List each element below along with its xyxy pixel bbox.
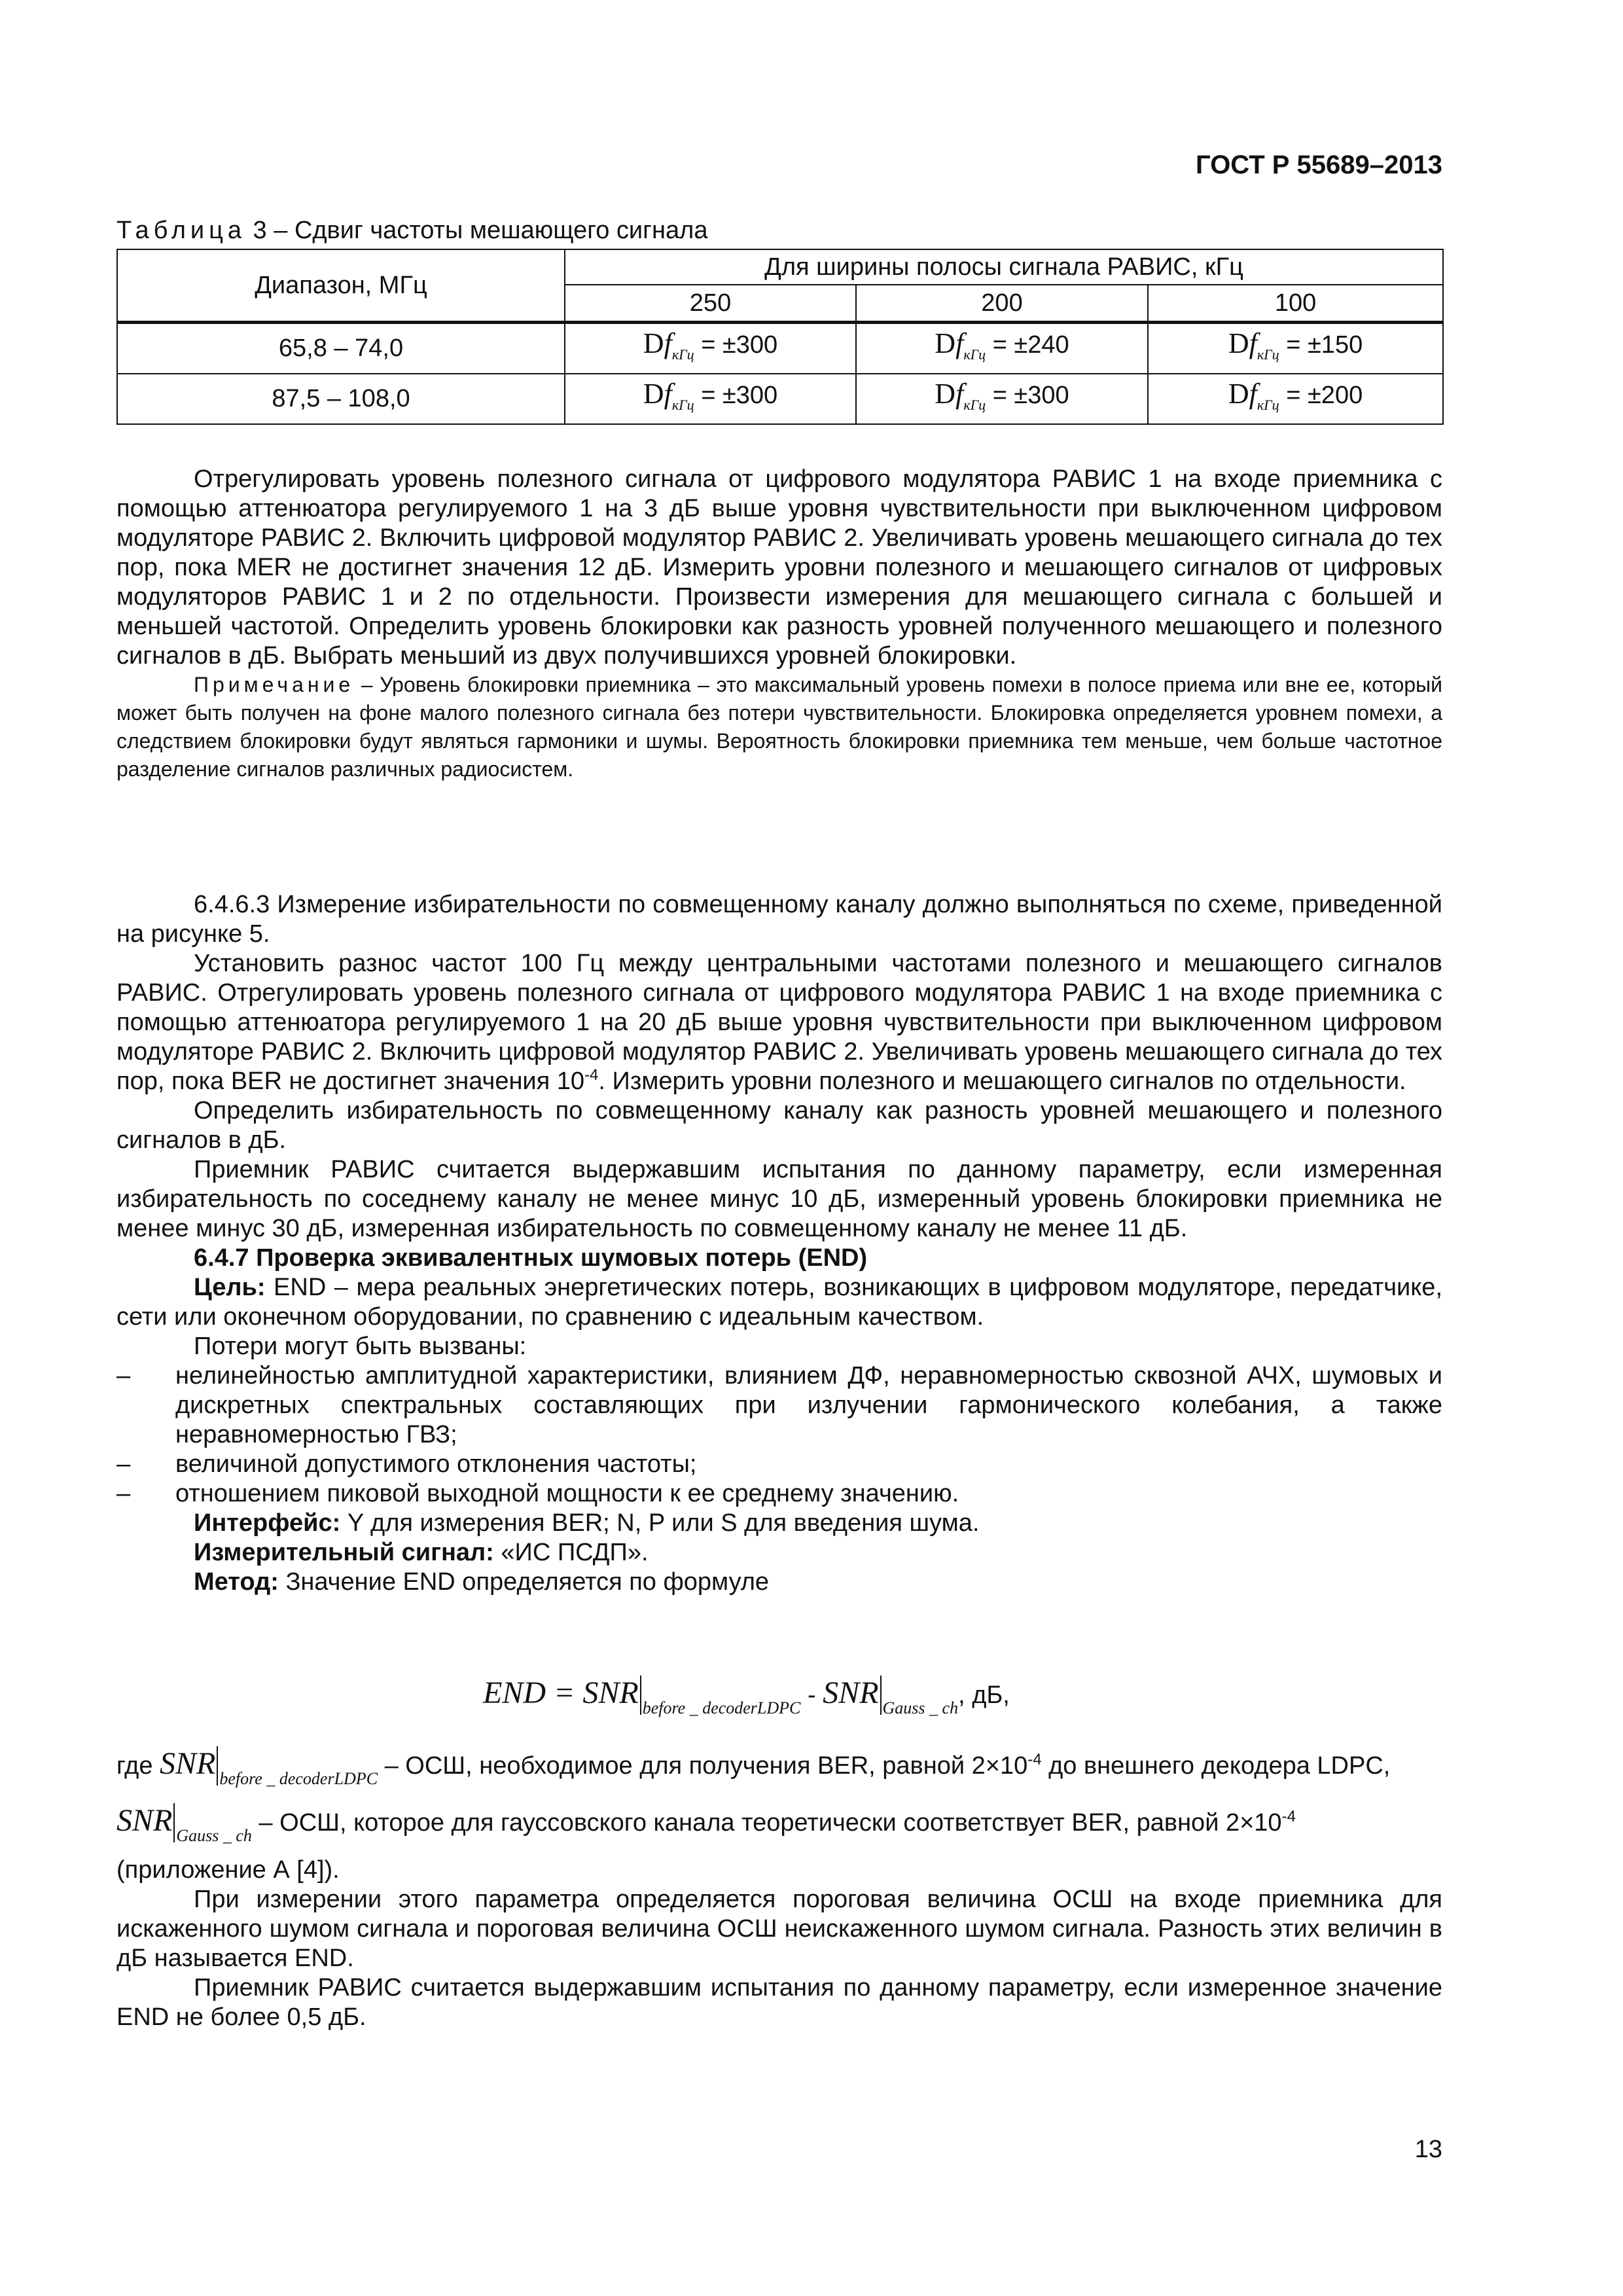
end-formula: END = SNR $_{before \_ decoderLDPC}$ - SNR $_{Gauss \_ ch}$, дБ, xyxy=(483,1676,1010,1717)
shift-cell: $Df_{кГц} = \pm 300$ xyxy=(565,374,856,424)
method-paragraph: Метод: Значение END определяется по формуле xyxy=(194,1568,770,1596)
note: Примечание – Уровень блокировки приемника – это максимальный уровень помехи в полосе приема или вне ее, который может быть получен на фоне малого полезного сигнала без потери чувствительности. Блокировка определяется уровнем помехи, а следствием блокировки будут являться гармоники и шумы. Вероятность блокировки приемника тем меньше, чем больше частотное разделение сигналов различных радиосистем. xyxy=(116,673,1442,781)
interface-paragraph: Интерфейс: Y для измерения BER; N, P или S для введения шума. xyxy=(194,1509,980,1537)
header-bandwidth-100: 100 xyxy=(1148,285,1443,323)
formula-definitions xyxy=(116,1744,1442,2032)
paragraph: Приемник РАВИС считается выдержавшим испытания по данному параметру, если измеренное значение END не более 0,5 дБ. xyxy=(116,1974,1442,2031)
standard-code: ГОСТ Р 55689–2013 xyxy=(1196,151,1442,179)
shift-cell: $Df_{кГц} = \pm 240$ xyxy=(856,323,1148,374)
definition-snr-gauss: SNR $_{Gauss \_ ch}$ – ОСШ, которое для гауссовского канала теоретически соответствует BER, равной $2\times 10^{-4}$ xyxy=(116,1803,1296,1845)
signal-paragraph: Измерительный сигнал: «ИС ПСДП». xyxy=(194,1539,649,1566)
co-channel-section xyxy=(116,890,1442,1597)
section-heading: 6.4.7 Проверка эквивалентных шумовых потерь (END) xyxy=(194,1244,868,1272)
paragraph: Потери могут быть вызваны: xyxy=(194,1333,527,1360)
shift-cell: $Df_{кГц} = \pm 300$ xyxy=(565,323,856,374)
header-bandwidth-group: Для ширины полосы сигнала РАВИС, кГц xyxy=(565,249,1443,285)
frequency-shift-table xyxy=(116,249,1444,425)
table-row xyxy=(117,374,1443,424)
list-item: – отношением пиковой выходной мощности к ее среднему значению. xyxy=(116,1480,959,1507)
blocking-section xyxy=(116,465,1442,783)
paragraph: Отрегулировать уровень полезного сигнала от цифрового модулятора РАВИС 1 на входе приемника с помощью аттенюатора регулируемого 1 на 3 дБ выше уровня чувствительности при выключенном цифровом модуляторе РАВИС 2. Включить цифровой модулятор РАВИС 2. Увеличивать уровень мешающего сигнала до тех пор, пока MER не достигнет значения 12 дБ. Измерить уровни полезного и мешающего сигналов от цифровых модуляторов РАВИС 1 и 2 по отдельности. Произвести измерения для мешающего сигнала с большей и меньшей частотой. Определить уровень блокировки как разность уровней полученного мешающего и полезного сигналов в дБ. Выбрать меньший из двух получившихся уровней блокировки. xyxy=(116,465,1442,670)
paragraph: Определить избирательность по совмещенному каналу как разность уровней мешающего и полезного сигналов в дБ. xyxy=(116,1097,1442,1154)
header-bandwidth-250: 250 xyxy=(565,285,856,323)
table-caption xyxy=(116,216,707,245)
paragraph: Установить разнос частот 100 Гц между центральными частотами полезного и мешающего сигналов РАВИС. Отрегулировать уровень полезного сигнала от цифрового модулятора РАВИС 1 на входе приемника с помощью аттенюатора регулируемого 1 на 20 дБ выше уровня чувствительности при выключенном цифровом модуляторе РАВИС 2. Включить цифровой модулятор РАВИС 2. Увеличивать уровень мешающего сигнала до тех пор, пока BER не достигнет значения $10^{-4}$. Измерить уровни полезного и мешающего сигналов по отдельности. xyxy=(116,950,1442,1095)
paragraph: 6.4.6.3 Измерение избирательности по совмещенному каналу должно выполняться по схеме, приведенной на рисунке 5. xyxy=(116,891,1442,948)
definition-reference: (приложение А [4]). xyxy=(116,1856,340,1884)
definition-snr-before: где SNR $_{before \_ decoderLDPC}$ – ОСШ, необходимое для получения BER, равной $2\times 10^{-4}$ до внешнего декодера LDPC, xyxy=(116,1746,1391,1788)
goal-paragraph: Цель: END – мера реальных энергетических потерь, возникающих в цифровом модуляторе, передатчике, сети или оконечном оборудовании, по сравнению с идеальным качеством. xyxy=(116,1274,1442,1331)
range-cell: 65,8 – 74,0 xyxy=(117,323,565,374)
header-bandwidth-200: 200 xyxy=(856,285,1148,323)
page-number: 13 xyxy=(1414,2136,1442,2163)
table-caption-label: Таблица xyxy=(116,217,246,244)
list-item: – величиной допустимого отклонения частоты; xyxy=(116,1450,697,1478)
shift-cell: $Df_{кГц} = \pm 200$ xyxy=(1148,374,1443,424)
range-cell: 87,5 – 108,0 xyxy=(117,374,565,424)
list-item: – нелинейностью амплитудной характеристики, влиянием ДФ, неравномерностью сквозной АЧХ, шумовых и дискретных спектральных составляющих при излучении гармонического колебания, а также неравномерностью ГВЗ; xyxy=(116,1362,1442,1448)
shift-cell: $Df_{кГц} = \pm 300$ xyxy=(856,374,1148,424)
paragraph: Приемник РАВИС считается выдержавшим испытания по данному параметру, если измеренная избирательность по соседнему каналу не менее минус 10 дБ, измеренный уровень блокировки приемника не менее минус 30 дБ, измеренная избирательность по совмещенному каналу не менее 11 дБ. xyxy=(116,1156,1442,1242)
header-range: Диапазон, МГц xyxy=(117,249,565,323)
paragraph: При измерении этого параметра определяется пороговая величина ОСШ на входе приемника для искаженного шумом сигнала и пороговая величина ОСШ неискаженного шумом сигнала. Разность этих величин в дБ называется END. xyxy=(116,1886,1442,1972)
shift-cell: $Df_{кГц} = \pm 150$ xyxy=(1148,323,1443,374)
table-row xyxy=(117,323,1443,374)
table-caption-text: 3 – Сдвиг частоты мешающего сигнала xyxy=(246,217,708,244)
